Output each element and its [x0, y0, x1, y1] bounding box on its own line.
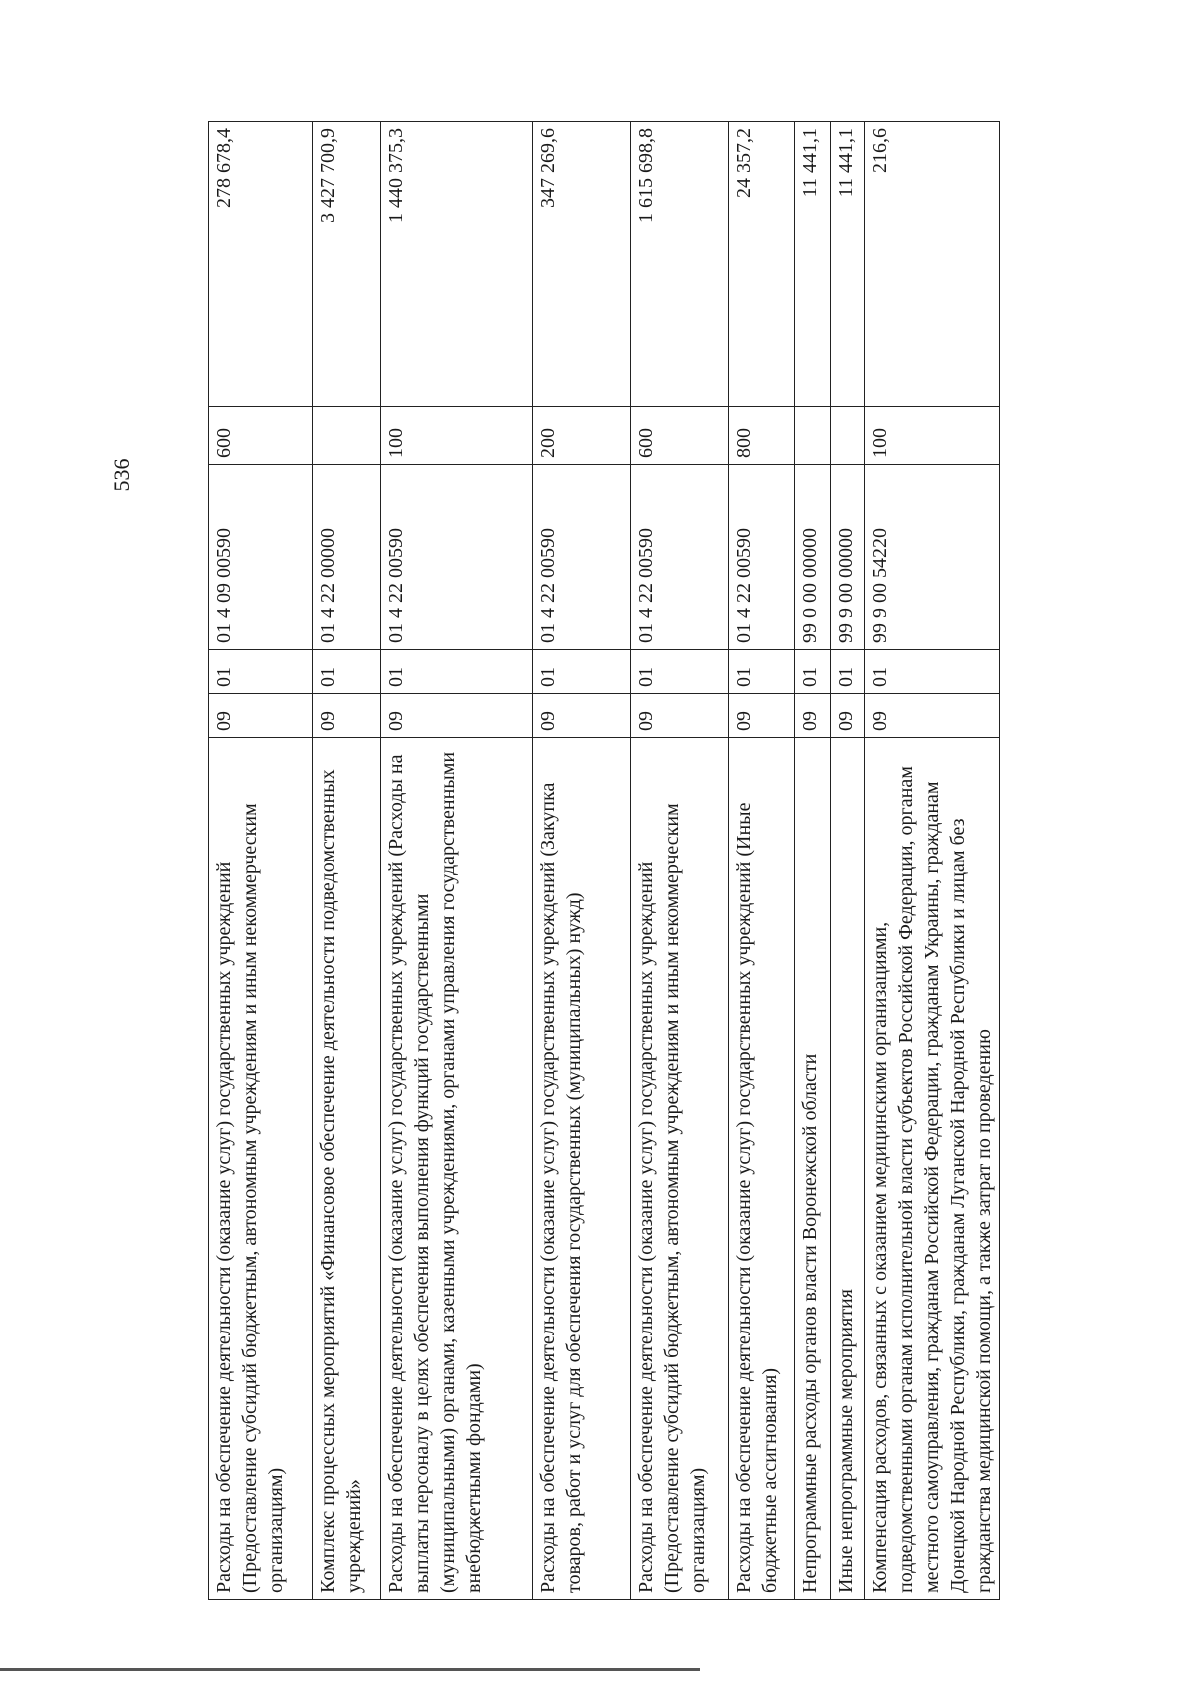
row-sum: 347 269,6	[533, 122, 631, 407]
row-rz-code: 01	[533, 650, 631, 694]
page-number: 536	[109, 458, 134, 492]
row-rz-code: 01	[381, 650, 533, 694]
budget-table	[208, 121, 1000, 1600]
table-row	[795, 122, 831, 1600]
row-rz-code: 01	[831, 650, 865, 694]
row-gr-code: 09	[313, 694, 381, 738]
table-row	[865, 122, 1000, 1600]
scan-edge-divider	[0, 1668, 700, 1671]
row-rz-code: 01	[313, 650, 381, 694]
row-rz-code: 01	[209, 650, 313, 694]
row-gr-code: 09	[795, 694, 831, 738]
row-gr-code: 09	[209, 694, 313, 738]
table-row	[313, 122, 381, 1600]
row-vr-code: 200	[533, 407, 631, 465]
row-vr-code	[313, 407, 381, 465]
row-name: Расходы на обеспечение деятельности (оказание услуг) государственных учреждений (Предоставление субсидий бюджетным, автономным учреждениям и иным некоммерческим организациям)	[631, 738, 729, 1600]
row-vr-code: 100	[865, 407, 1000, 465]
row-cs-code: 01 4 22 00590	[729, 465, 795, 650]
row-cs-code: 99 9 00 54220	[865, 465, 1000, 650]
row-vr-code: 600	[209, 407, 313, 465]
budget-table-container	[208, 122, 995, 1600]
row-sum: 11 441,1	[795, 122, 831, 407]
row-gr-code: 09	[381, 694, 533, 738]
row-gr-code: 09	[831, 694, 865, 738]
row-gr-code: 09	[729, 694, 795, 738]
row-name: Комплекс процессных мероприятий «Финансовое обеспечение деятельности подведомственных учреждений»	[313, 738, 381, 1600]
table-row	[381, 122, 533, 1600]
row-vr-code: 600	[631, 407, 729, 465]
row-name: Расходы на обеспечение деятельности (оказание услуг) государственных учреждений (Предоставление субсидий бюджетным, автономным учреждениям и иным некоммерческим организациям)	[209, 738, 313, 1600]
row-gr-code: 09	[631, 694, 729, 738]
table-row	[533, 122, 631, 1600]
row-cs-code: 99 0 00 00000	[795, 465, 831, 650]
row-sum: 1 440 375,3	[381, 122, 533, 407]
row-rz-code: 01	[865, 650, 1000, 694]
table-row	[209, 122, 313, 1600]
row-cs-code: 01 4 22 00590	[631, 465, 729, 650]
row-sum: 278 678,4	[209, 122, 313, 407]
row-rz-code: 01	[631, 650, 729, 694]
table-row	[729, 122, 795, 1600]
row-cs-code: 01 4 22 00000	[313, 465, 381, 650]
row-vr-code	[831, 407, 865, 465]
row-cs-code: 99 9 00 00000	[831, 465, 865, 650]
row-vr-code	[795, 407, 831, 465]
row-name: Расходы на обеспечение деятельности (оказание услуг) государственных учреждений (Закупка товаров, работ и услуг для обеспечения государственных (муниципальных) нужд)	[533, 738, 631, 1600]
row-gr-code: 09	[533, 694, 631, 738]
row-name: Компенсация расходов, связанных с оказанием медицинскими организациями, подведомственными органам исполнительной власти субъектов Российской Федерации, органам местного самоуправления, гражданам Российской Федерации, гражданам Украины, гражданам Донецкой Народной Республики, гражданам Луганской Народной Республики и лицам без гражданства медицинской помощи, а также затрат по проведению	[865, 738, 1000, 1600]
row-vr-code: 100	[381, 407, 533, 465]
row-name: Непрограммные расходы органов власти Воронежской области	[795, 738, 831, 1600]
row-sum: 11 441,1	[831, 122, 865, 407]
row-name: Иные непрограммные мероприятия	[831, 738, 865, 1600]
row-sum: 1 615 698,8	[631, 122, 729, 407]
row-vr-code: 800	[729, 407, 795, 465]
row-rz-code: 01	[795, 650, 831, 694]
table-row	[631, 122, 729, 1600]
row-cs-code: 01 4 22 00590	[533, 465, 631, 650]
row-sum: 24 357,2	[729, 122, 795, 407]
table-row	[831, 122, 865, 1600]
row-cs-code: 01 4 22 00590	[381, 465, 533, 650]
row-sum: 3 427 700,9	[313, 122, 381, 407]
row-gr-code: 09	[865, 694, 1000, 738]
row-name: Расходы на обеспечение деятельности (оказание услуг) государственных учреждений (Иные бюджетные ассигнования)	[729, 738, 795, 1600]
row-sum: 216,6	[865, 122, 1000, 407]
row-cs-code: 01 4 09 00590	[209, 465, 313, 650]
row-name: Расходы на обеспечение деятельности (оказание услуг) государственных учреждений (Расходы на выплаты персоналу в целях обеспечения выполнения функций государственными (муниципальными) органами, казенными учреждениями, органами управления государственными внебюджетными фондами)	[381, 738, 533, 1600]
row-rz-code: 01	[729, 650, 795, 694]
